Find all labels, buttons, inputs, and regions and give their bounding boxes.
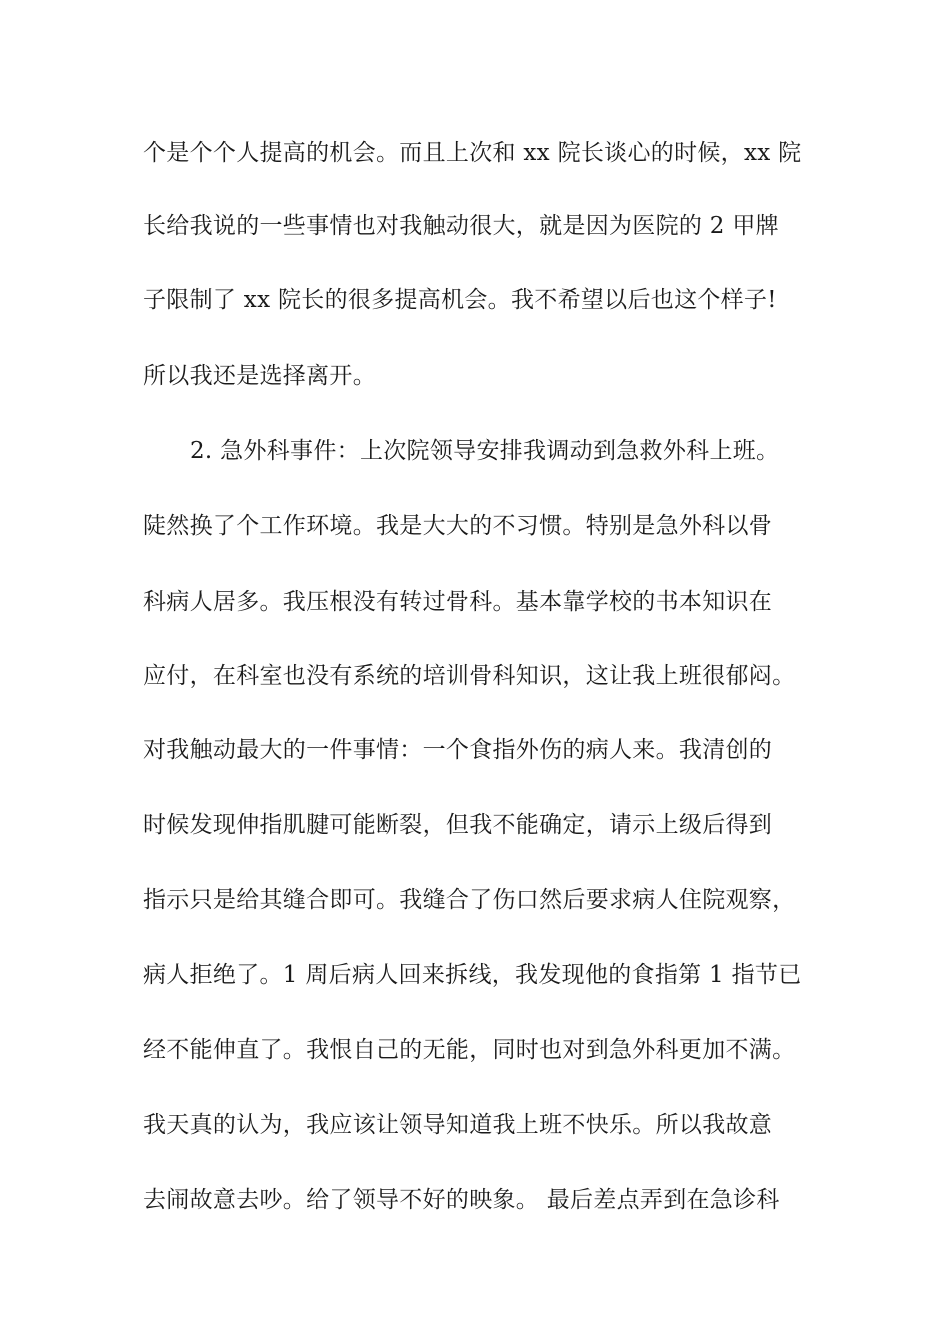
text-line: 对我触动最大的一件事情：一个食指外伤的病人来。我清创的 xyxy=(143,737,773,763)
text-line: 我天真的认为，我应该让领导知道我上班不快乐。所以我故意 xyxy=(143,1112,773,1138)
paragraph-start-line: 2. 急外科事件：上次院领导安排我调动到急救外科上班。 xyxy=(190,438,780,464)
text-line: 指示只是给其缝合即可。我缝合了伤口然后要求病人住院观察， xyxy=(143,887,796,913)
text-line: 所以我还是选择离开。 xyxy=(143,363,376,389)
text-line: 应付，在科室也没有系统的培训骨科知识，这让我上班很郁闷。 xyxy=(143,663,796,689)
text-line: 子限制了 xx 院长的很多提高机会。我不希望以后也这个样子! xyxy=(143,287,777,313)
text-line: 病人拒绝了。1 周后病人回来拆线，我发现他的食指第 1 指节已 xyxy=(143,962,802,988)
text-line: 时候发现伸指肌腱可能断裂，但我不能确定，请示上级后得到 xyxy=(143,812,773,838)
text-line: 陡然换了个工作环境。我是大大的不习惯。特别是急外科以骨 xyxy=(143,513,773,539)
text-line: 去闹故意去吵。给了领导不好的映象。 最后差点弄到在急诊科 xyxy=(143,1187,780,1213)
text-line: 经不能伸直了。我恨自己的无能，同时也对到急外科更加不满。 xyxy=(143,1037,796,1063)
text-line: 科病人居多。我压根没有转过骨科。基本靠学校的书本知识在 xyxy=(143,589,773,615)
text-line: 个是个个人提高的机会。而且上次和 xx 院长谈心的时候，xx 院 xyxy=(143,140,802,166)
text-line: 长给我说的一些事情也对我触动很大，就是因为医院的 2 甲牌 xyxy=(143,213,779,239)
